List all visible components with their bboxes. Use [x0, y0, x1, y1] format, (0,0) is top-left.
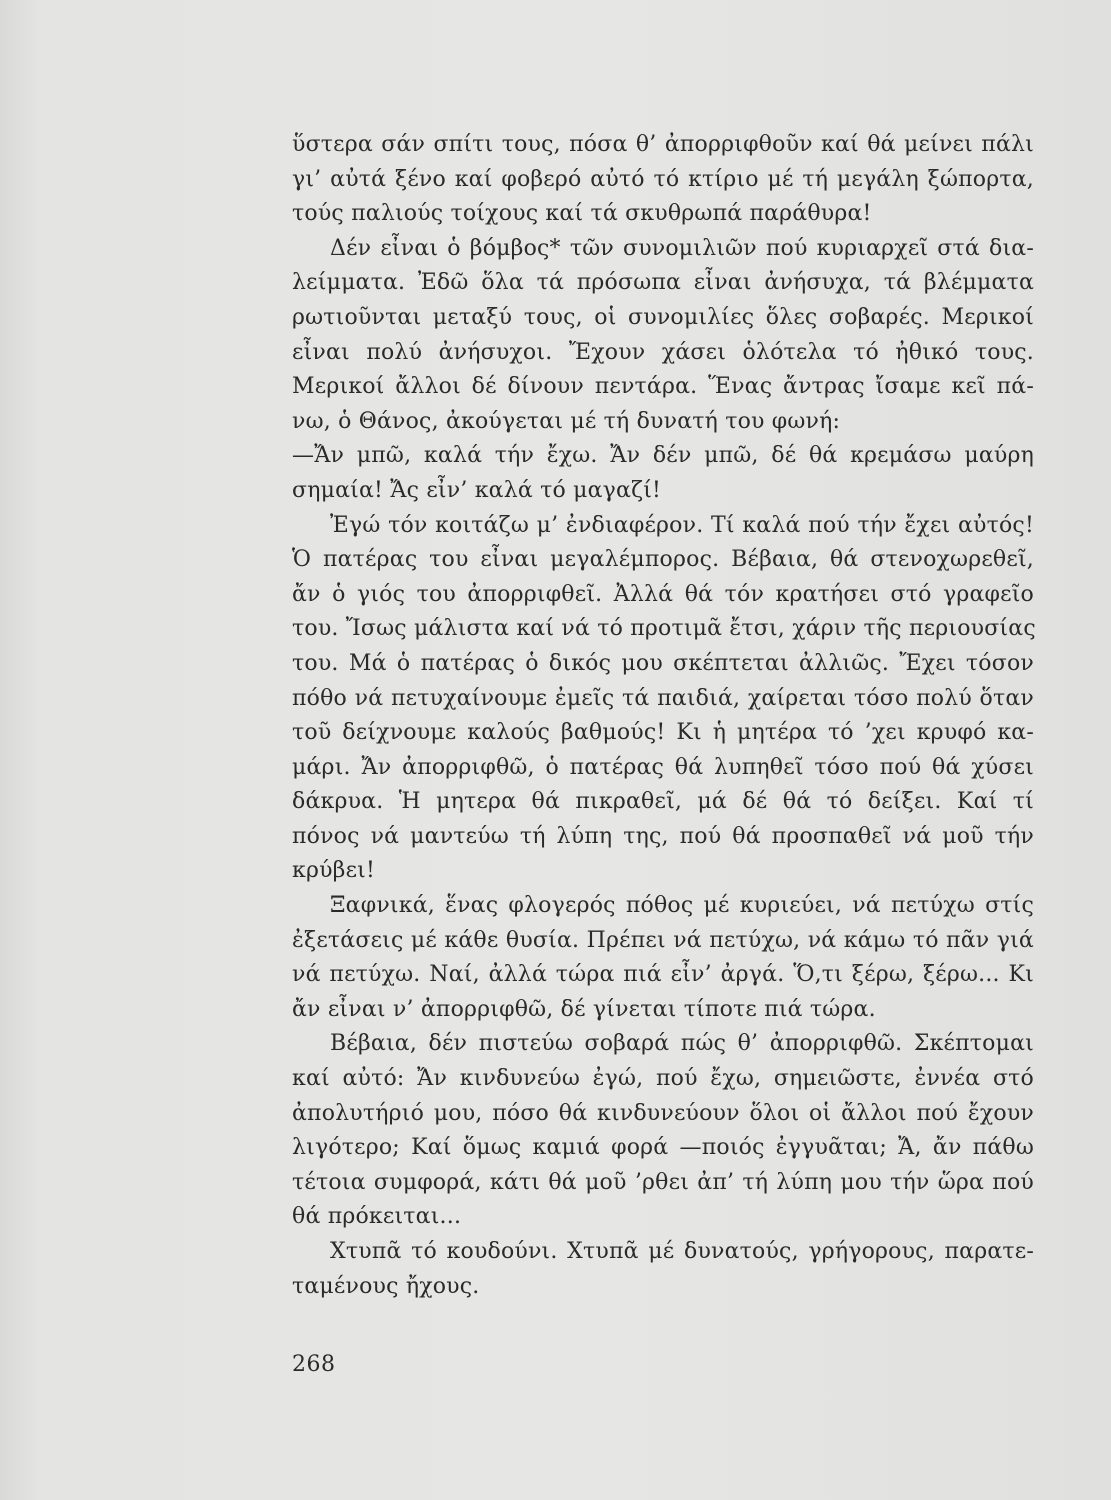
text-line: ἀπολυτήριό μου, πόσο θά κινδυνεύουν ὅλοι οἱ ἄλλοι πού ἔχουν [292, 1100, 1034, 1126]
text-line: Βέβαια, δέν πιστεύω σοβαρά πώς θ’ ἀπορριφθῶ. Σκέπτομαι [330, 1031, 1034, 1057]
text-line: κρύβει! [292, 858, 376, 884]
text-line: του. Ἴσως μάλιστα καί νά τό προτιμᾶ ἔτσι, χάριν τῆς περιουσίας [292, 616, 1036, 642]
text-line: σημαία! Ἄς εἶν’ καλά τό μαγαζί! [292, 477, 662, 503]
text-line: ὕστερα σάν σπίτι τους, πόσα θ’ ἀπορριφθοῦν καί θά μείνει πάλι [292, 132, 1034, 157]
text-line: τοῦ δείχνουμε καλούς βαθμούς! Κι ἡ μητέρα τό ’χει κρυφό κα- [292, 720, 1034, 746]
text-line: ταμένους ἤχους. [292, 1273, 480, 1299]
text-line: Ἐγώ τόν κοιτάζω μ’ ἐνδιαφέρον. Τί καλά πού τήν ἔχει αὐτός! [330, 512, 1034, 538]
text-line: Ὁ πατέρας του εἶναι μεγαλέμπορος. Βέβαια, θά στενοχωρεθεῖ, [292, 547, 1034, 573]
body-text [292, 128, 1034, 1304]
text-line: εἶναι πολύ ἀνήσυχοι. Ἔχουν χάσει ὁλότελα τό ἠθικό τους. [292, 339, 1034, 365]
text-line: πόνος νά μαντεύω τή λύπη της, πού θά προσπαθεῖ νά μοῦ τήν [292, 823, 1034, 849]
text-line: λείμματα. Ἐδῶ ὅλα τά πρόσωπα εἶναι ἀνήσυχα, τά βλέμματα [292, 270, 1034, 296]
text-line: ἐξετάσεις μέ κάθε θυσία. Πρέπει νά πετύχω, νά κάμω τό πᾶν γιά [292, 927, 1034, 953]
paragraph [292, 1027, 1034, 1235]
text-line: Δέν εἶναι ὁ βόμβος* τῶν συνομιλιῶν πού κυριαρχεῖ στά δια- [330, 235, 1034, 261]
text-line: ρωτιοῦνται μεταξύ τους, οἱ συνομιλίες ὅλες σοβαρές. Μερικοί [292, 304, 1034, 330]
text-line: πόθο νά πετυχαίνουμε ἐμεῖς τά παιδιά, χαίρεται τόσο πολύ ὅταν [292, 685, 1034, 711]
page-number: 268 [292, 1352, 336, 1377]
text-line: Ξαφνικά, ἕνας φλογερός πόθος μέ κυριεύει, νά πετύχω στίς [330, 893, 1034, 919]
text-line: δάκρυα. Ἡ μητερα θά πικραθεῖ, μά δέ θά τό δείξει. Καί τί [292, 789, 1034, 815]
paragraph [292, 889, 1034, 1027]
text-line: μάρι. Ἄν ἀπορριφθῶ, ὁ πατέρας θά λυπηθεῖ τόσο πού θά χύσει [292, 754, 1034, 780]
text-line: γι’ αὐτά ξένο καί φοβερό αὐτό τό κτίριο μέ τή μεγάλη ξώπορτα, [292, 166, 1034, 192]
text-line: Μερικοί ἄλλοι δέ δίνουν πεντάρα. Ἕνας ἄντρας ἴσαμε κεῖ πά- [292, 374, 1034, 400]
text-line: —Ἄν μπῶ, καλά τήν ἔχω. Ἄν δέν μπῶ, δέ θά κρεμάσω μαύρη [292, 443, 1034, 469]
text-line: καί αὐτό: Ἄν κινδυνεύω ἐγώ, πού ἔχω, σημειῶστε, ἐννέα στό [292, 1066, 1034, 1092]
text-line: λιγότερο; Καί ὅμως καμιά φορά —ποιός ἐγγυᾶται; Ἄ, ἄν πάθω [292, 1135, 1034, 1161]
text-line: νω, ὁ Θάνος, ἀκούγεται μέ τή δυνατή του φωνή: [292, 408, 841, 434]
paragraph [292, 1235, 1034, 1304]
paragraph [292, 509, 1034, 890]
paragraph [292, 439, 1034, 508]
text-line: ἄν ὁ γιός του ἀπορριφθεῖ. Ἀλλά θά τόν κρατήσει στό γραφεῖο [292, 581, 1034, 607]
text-line: τέτοια συμφορά, κάτι θά μοῦ ’ρθει ἀπ’ τή λύπη μου τήν ὥρα πού [292, 1169, 1034, 1195]
text-line: θά πρόκειται... [292, 1204, 462, 1230]
text-line: ἄν εἶναι ν’ ἀπορριφθῶ, δέ γίνεται τίποτε πιά τώρα. [292, 996, 876, 1022]
text-line: νά πετύχω. Ναί, ἀλλά τώρα πιά εἶν’ ἀργά. Ὅ,τι ξέρω, ξέρω... Κι [292, 962, 1034, 988]
paragraph [292, 232, 1034, 440]
text-line: Χτυπᾶ τό κουδούνι. Χτυπᾶ μέ δυνατούς, γρήγορους, παρατε- [330, 1239, 1034, 1264]
text-line: τούς παλιούς τοίχους καί τά σκυθρωπά παράθυρα! [292, 201, 872, 227]
text-line: του. Μά ὁ πατέρας ὁ δικός μου σκέπτεται ἀλλιῶς. Ἔχει τόσον [292, 650, 1034, 676]
paragraph [292, 128, 1034, 232]
